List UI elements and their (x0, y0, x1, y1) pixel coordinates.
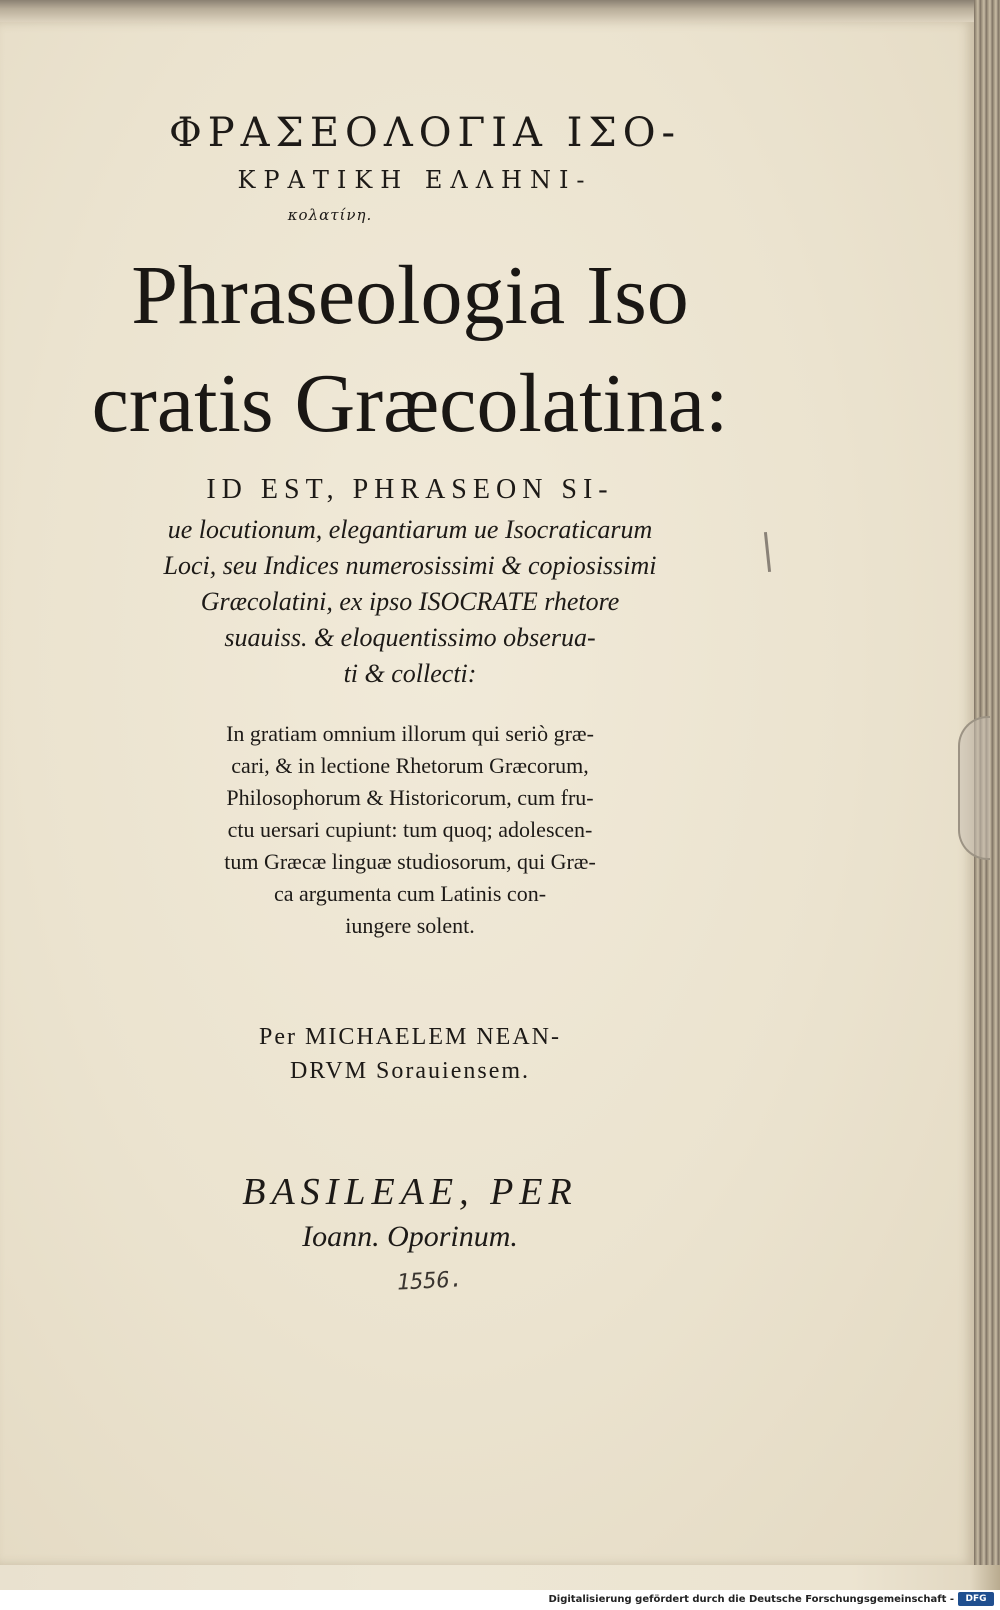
handwritten-date: 1556. (396, 1267, 464, 1296)
subtitle-line: Loci, seu Indices numerosissimi & copiosissimi (163, 551, 657, 580)
author (60, 1020, 760, 1088)
subtitle-line: Græcolatini, ex ipso ISOCRATE rhetore (200, 587, 620, 616)
bookmark-tab (958, 716, 990, 860)
subtitle-caps: ID EST, PHRASEON SI- (206, 474, 614, 505)
footer-credit: Digitalisierung gefördert durch die Deutsche Forschungsgemeinschaft - (548, 1594, 954, 1605)
author-line: Per MICHAELEM NEAN- (259, 1024, 561, 1050)
dfg-logo-icon: DFG (958, 1592, 994, 1606)
subtitle-italic (60, 512, 760, 692)
subtitle-line: ti & collecti: (343, 659, 477, 688)
subtitle-line: suauiss. & eloquentissimo obserua- (224, 623, 596, 652)
author-line: DRVM Sorauiensem. (289, 1058, 531, 1084)
latin-title (60, 242, 760, 458)
imprint (60, 1170, 760, 1254)
imprint-place: BASILEAE, PER (242, 1171, 578, 1213)
imprint-printer: Ioann. Oporinum. (302, 1220, 518, 1253)
dedication-line: cari, & in lectione Rhetorum Græcorum, (231, 753, 589, 778)
latin-title-line-2: cratis Græcolatina: (91, 357, 729, 450)
latin-title-line-1: Phraseologia Iso (131, 249, 689, 342)
title-block (60, 110, 760, 1295)
dedication-line: Philosophorum & Historicorum, cum fru- (226, 785, 594, 810)
dedication-line: tum Græcæ linguæ studiosorum, qui Græ- (224, 849, 596, 874)
dedication-line: In gratiam omnium illorum qui seriò græ- (226, 721, 594, 746)
dedication (60, 718, 760, 942)
greek-title-line-2: ΚΡΑΤΙΚΗ ΕΛΛΗΝΙ- (237, 166, 593, 194)
subtitle-line: ue locutionum, elegantiarum ue Isocraticarum (167, 515, 653, 544)
dedication-line: ca argumenta cum Latinis con- (273, 881, 547, 906)
dedication-line: ctu uersari cupiunt: tum quoq; adolescen- (227, 817, 593, 842)
page-top-edge (0, 0, 1000, 22)
greek-title-line-3: κολατίνη. (287, 206, 373, 224)
dedication-line: iungere solent. (345, 913, 475, 938)
greek-title-line-1: ΦΡΑΣΕΟΛΟΓΙΑ ΙΣΟ- (168, 110, 682, 156)
